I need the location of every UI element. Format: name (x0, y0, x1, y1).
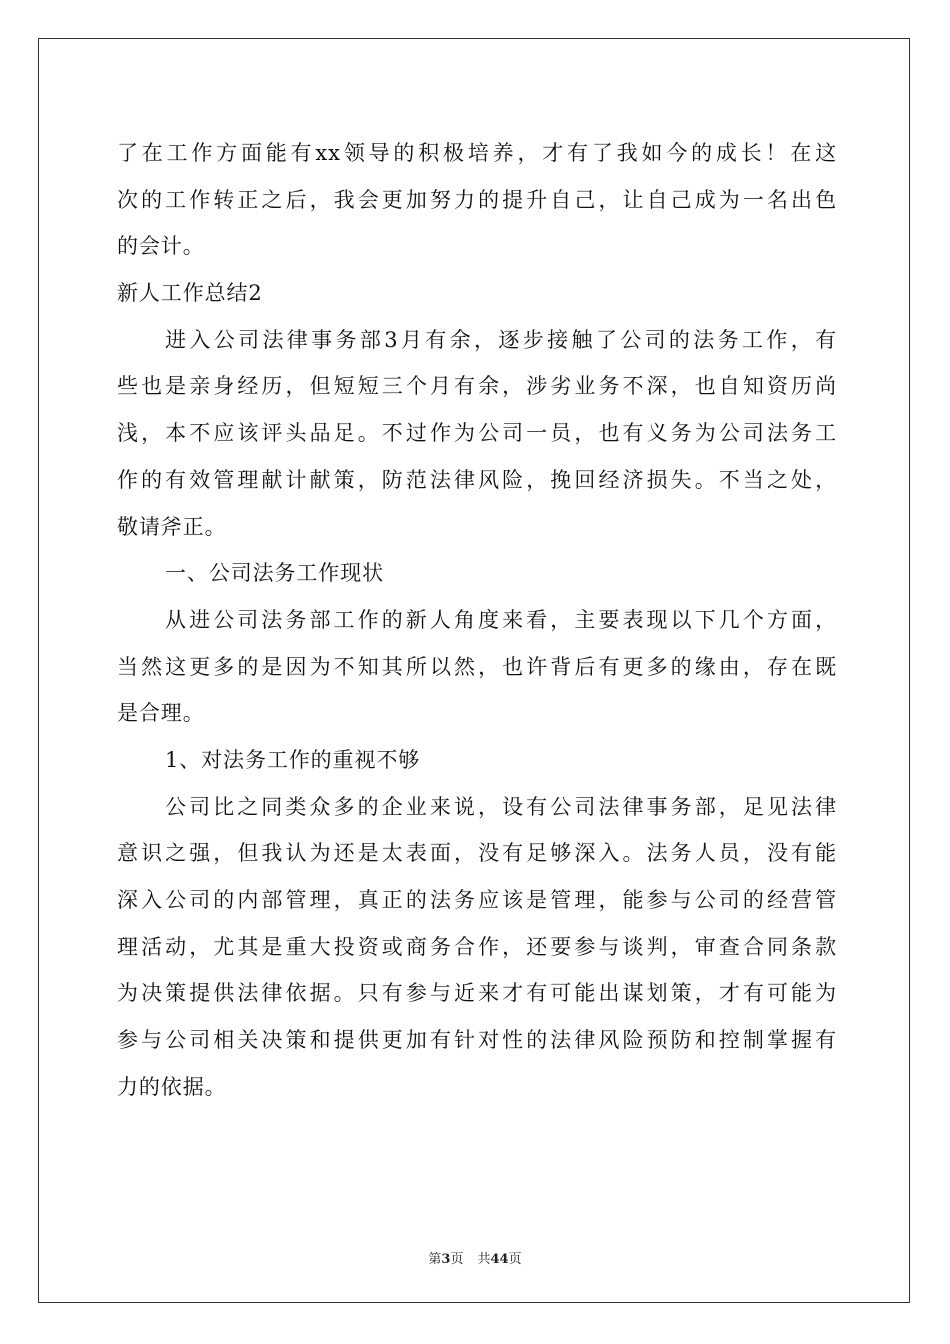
paragraph-line: 进入公司法律事务部3月有余，逐步接触了公司的法务工作，有 (165, 327, 837, 352)
paragraph-line: 从进公司法务部工作的新人角度来看，主要表现以下几个方面， (165, 607, 837, 632)
paragraph-line: 为决策提供法律依据。只有参与近来才有可能出谋划策，才有可能为 (117, 981, 837, 1006)
section-title: 新人工作总结2 (117, 281, 263, 306)
page-prefix: 第 (428, 1252, 442, 1267)
page-suffix: 页 (450, 1252, 464, 1267)
paragraph-line: 深入公司的内部管理，真正的法务应该是管理，能参与公司的经营管 (117, 888, 837, 912)
paragraph-line: 作的有效管理献计献策，防范法律风险，挽回经济损失。不当之处， (117, 467, 837, 492)
total-pages: 44 (490, 1252, 509, 1267)
page-number: 3 (441, 1252, 451, 1267)
total-prefix: 共 (477, 1252, 491, 1267)
paragraph-line: 参与公司相关决策和提供更加有针对性的法律风险预防和控制掌握有 (117, 1028, 837, 1053)
paragraph-line: 些也是亲身经历，但短短三个月有余，涉劣业务不深，也自知资历尚 (117, 374, 837, 399)
paragraph-line: 意识之强，但我认为还是太表面，没有足够深入。法务人员，没有能 (117, 841, 837, 866)
subsection-heading: 1、对法务工作的重视不够 (165, 747, 421, 772)
paragraph-line: 是合理。 (117, 701, 205, 726)
paragraph-line: 的会计。 (117, 234, 205, 259)
paragraph-line: 敬请斧正。 (117, 514, 227, 539)
page-footer (0, 1248, 950, 1267)
paragraph-line: 理活动，尤其是重大投资或商务合作，还要参与谈判，审查合同条款 (117, 934, 837, 959)
total-suffix: 页 (508, 1252, 522, 1267)
paragraph-line: 公司比之同类众多的企业来说，设有公司法律事务部，足见法律 (165, 794, 837, 819)
section-heading: 一、公司法务工作现状 (165, 561, 384, 586)
paragraph-line: 了在工作方面能有xx领导的积极培养，才有了我如今的成长！在这 (117, 141, 837, 165)
paragraph-line: 次的工作转正之后，我会更加努力的提升自己，让自己成为一名出色 (117, 187, 837, 212)
paragraph-line: 当然这更多的是因为不知其所以然，也许背后有更多的缘由，存在既 (117, 654, 837, 679)
paragraph-line: 力的依据。 (117, 1074, 227, 1099)
paragraph-line: 浅，本不应该评头品足。不过作为公司一员，也有义务为公司法务工 (117, 421, 837, 446)
document-body (117, 130, 837, 1110)
